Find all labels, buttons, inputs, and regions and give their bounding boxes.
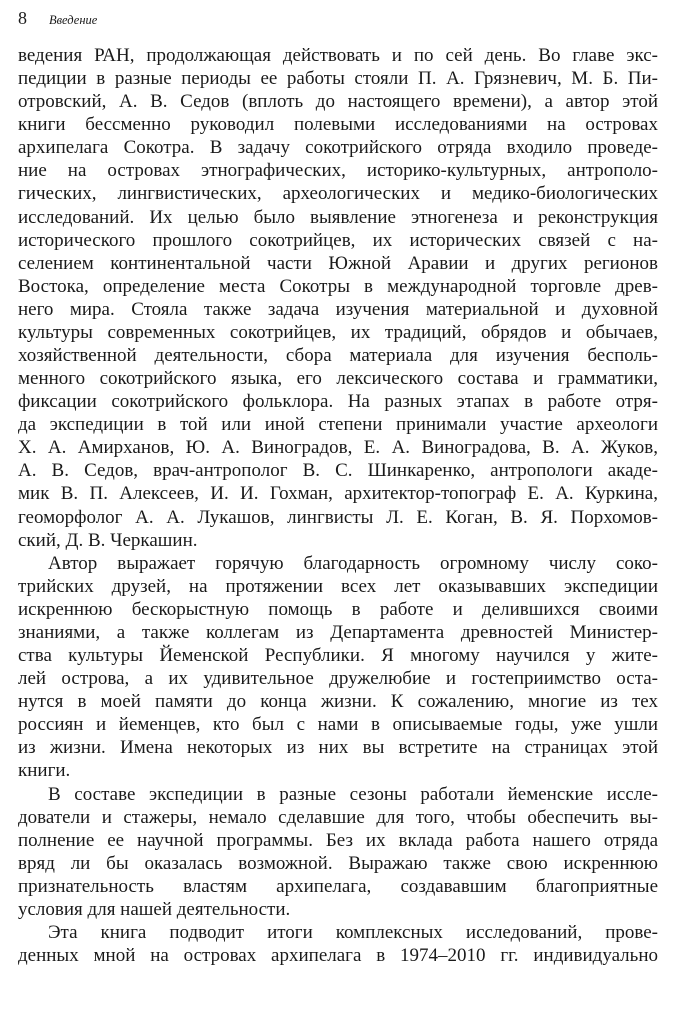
text-line: признательность властям архипелага, создававшим благоприятные (18, 875, 658, 897)
text-line: менного сокотрийского языка, его лексического состава и грамматики, (18, 368, 658, 390)
text-line: фиксации сокотрийского фольклора. На разных этапах в работе отря- (18, 391, 658, 413)
body-text (18, 44, 658, 967)
text-line: гических, лингвистических, археологических и медико-биологических (18, 183, 658, 205)
text-line: ства культуры Йеменской Республики. Я многому научился у жите- (18, 645, 658, 667)
text-line: да экспедиции в той или иной степени принимали участие археологи (18, 414, 658, 436)
text-line: исторического прошлого сокотрийцев, их исторических связей с на- (18, 229, 658, 251)
text-line: А. В. Седов, врач-антрополог В. С. Шинкаренко, антропологи акаде- (18, 460, 658, 482)
text-line: дователи и стажеры, немало сделавшие для того, чтобы обеспечить вы- (18, 806, 658, 828)
text-line: трийских друзей, на протяжении всех лет оказывавших экспедиции (18, 575, 658, 597)
text-line: селением континентальной части Южной Аравии и других регионов (18, 252, 658, 274)
text-line: вряд ли бы оказалась возможной. Выражаю также свою искреннюю (18, 852, 658, 874)
text-line: культуры современных сокотрийцев, их традиций, обрядов и обычаев, (18, 321, 658, 343)
text-line: денных мной на островах архипелага в 1974–2010 гг. индивидуально (18, 945, 658, 967)
text-line: геоморфолог А. А. Лукашов, лингвисты Л. Е. Коган, В. Я. Порхомов- (18, 506, 658, 528)
text-line: В составе экспедиции в разные сезоны работали йеменские иссле- (48, 783, 658, 805)
text-line: нутся в моей памяти до конца жизни. К сожалению, многие из тех (18, 691, 658, 713)
text-line: педиции в разные периоды ее работы стояли П. А. Грязневич, М. Б. Пи- (18, 68, 658, 90)
text-line: ский, Д. В. Черкашин. (18, 529, 198, 551)
text-line: Эта книга подводит итоги комплексных исследований, прове- (48, 921, 658, 943)
text-line: лей острова, а их удивительное дружелюбие и гостеприимство оста- (18, 668, 658, 690)
text-line: книги бессменно руководил полевыми исследованиями на островах (18, 114, 658, 136)
text-line: полнение ее научной программы. Без их вклада работа нашего отряда (18, 829, 658, 851)
text-line: россиян и йеменцев, кто был с нами в описываемые годы, уже ушли (18, 714, 658, 736)
page-number: 8 (18, 8, 27, 28)
paragraph (18, 921, 658, 967)
text-line: из жизни. Имена некоторых из них вы встретите на страницах этой (18, 737, 658, 759)
text-line: условия для нашей деятельности. (18, 898, 291, 920)
text-line: архипелага Сокотра. В задачу сокотрийского отряда входило проведе- (18, 137, 658, 159)
text-line: ние на островах этнографических, историко-культурных, антрополо- (18, 160, 658, 182)
page-header (18, 8, 97, 30)
text-line: хозяйственной деятельности, сбора материала для изучения бесполь- (18, 345, 658, 367)
text-line: знаниями, а также коллегам из Департамента древностей Министер- (18, 621, 658, 643)
text-line: исследований. Их целью было выявление этногенеза и реконструкция (18, 206, 658, 228)
text-line: книги. (18, 760, 71, 782)
text-line: искреннюю бескорыстную помощь в работе и делившихся своими (18, 598, 658, 620)
paragraph (18, 44, 658, 552)
text-line: мик В. П. Алексеев, И. И. Гохман, архитектор-топограф Е. А. Куркина, (18, 483, 658, 505)
paragraph (18, 552, 658, 783)
text-line: ведения РАН, продолжающая действовать и по сей день. Во главе экс- (18, 45, 658, 66)
text-line: Автор выражает горячую благодарность огромному числу соко- (48, 552, 658, 574)
paragraph (18, 783, 658, 921)
text-line: Х. А. Амирханов, Ю. А. Виноградов, Е. А. Виноградова, В. А. Жуков, (18, 437, 658, 459)
running-head: Введение (49, 13, 98, 27)
text-line: отровский, А. В. Седов (вплоть до настоящего времени), а автор этой (18, 91, 658, 113)
text-line: него мира. Стояла также задача изучения материальной и духовной (18, 298, 658, 320)
text-line: Востока, определение места Сокотры в международной торговле древ- (18, 275, 658, 297)
